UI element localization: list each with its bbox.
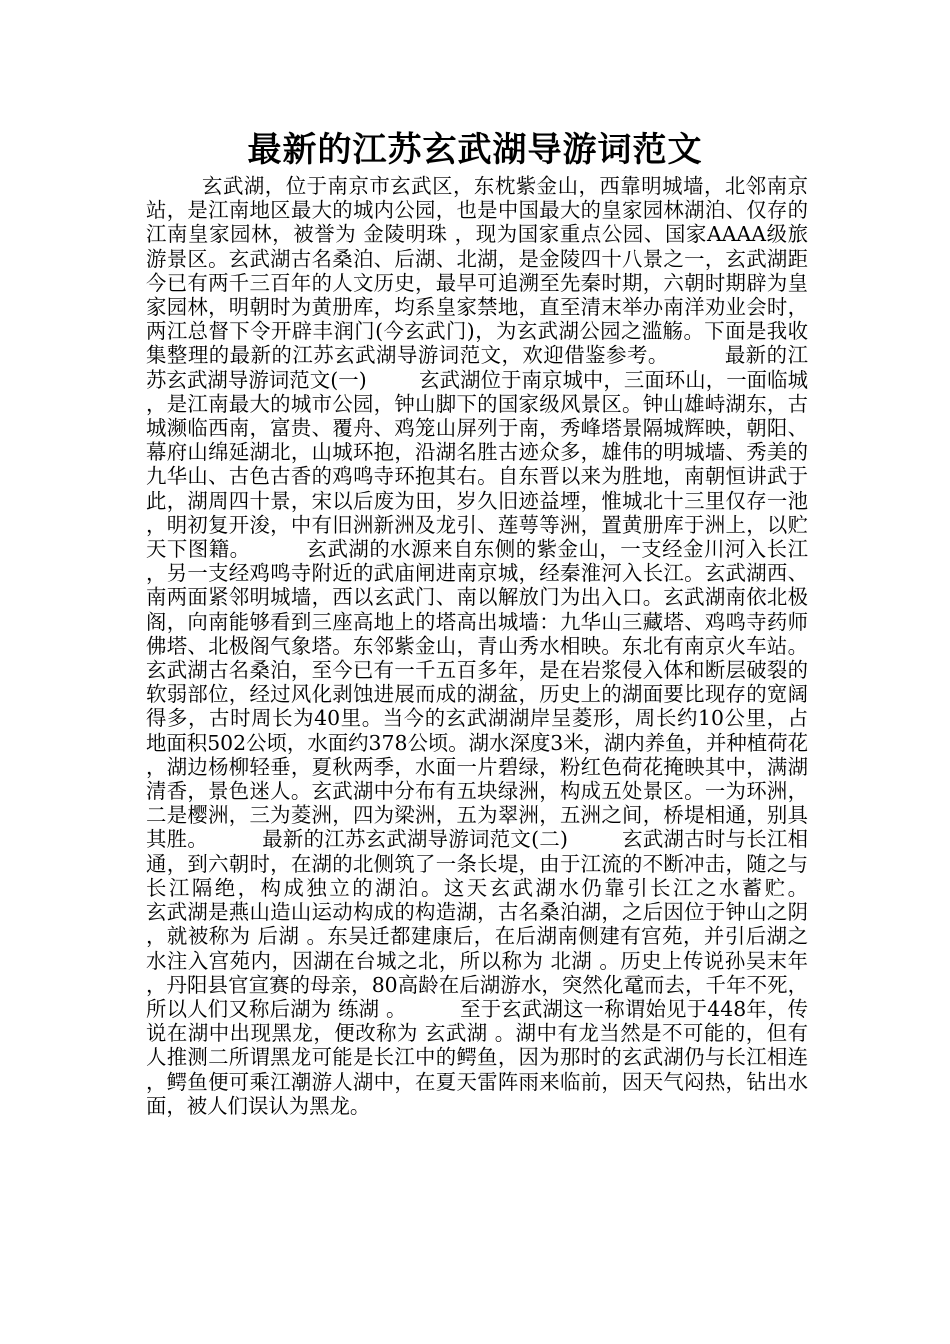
document-title: 最新的江苏玄武湖导游词范文	[247, 130, 703, 170]
document-body-text: 玄武湖，位于南京市玄武区，东枕紫金山，西靠明城墙，北邻南京站，是江南地区最大的城内公园，也是中国最大的皇家园林湖泊、仅存的江南皇家园林，被誉为 金陵明珠 ，现为国家重点公园、国家AAAA级旅游景区。玄武湖古名桑泊、后湖、北湖，是金陵四十八景之一，玄武湖距今已有两千三百年的人文历史，最早可追溯至先秦时期，六朝时期辟为皇家园林，明朝时为黄册库，均系皇家禁地，直至清末举办南洋劝业会时，两江总督下令开辟丰润门(今玄武门)，为玄武湖公园之滥觞。下面是我收集整理的最新的江苏玄武湖导游词范文，欢迎借鉴参考。 最新的江苏玄武湖导游词范文(一) 玄武湖位于南京城中，三面环山，一面临城，是江南最大的城市公园，钟山脚下的国家级风景区。钟山雄峙湖东，古城濒临西南，富贵、覆舟、鸡笼山屏列于南，秀峰塔景隔城辉映，朝阳、幕府山绵延湖北，山城环抱，沿湖名胜古迹众多，雄伟的明城墙、秀美的九华山、古色古香的鸡鸣寺环抱其右。自东晋以来为胜地，南朝恒讲武于此，湖周四十景，宋以后废为田，岁久旧迹益堙，惟城北十三里仅存一池，明初复开浚，中有旧洲新洲及龙引、莲萼等洲，置黄册库于洲上，以贮天下图籍。 玄武湖的水源来自东侧的紫金山，一支经金川河入长江，另一支经鸡鸣寺附近的武庙闸进南京城，经秦淮河入长江。玄武湖西、南两面紧邻明城墙，西以玄武门、南以解放门为出入口。玄武湖南依北极阁，向南能够看到三座高地上的塔高出城墙：九华山三藏塔、鸡鸣寺药师佛塔、北极阁气象塔。东邻紫金山，青山秀水相映。东北有南京火车站。 玄武湖古名桑泊，至今已有一千五百多年，是在岩浆侵入体和断层破裂的软弱部位，经过风化剥蚀进展而成的湖盆，历史上的湖面要比现存的宽阔得多，古时周长为40里。当今的玄武湖湖岸呈菱形，周长约10公里，占地面积502公顷，水面约378公顷。湖水深度3米，湖内养鱼，并种植荷花，湖边杨柳轻垂，夏秋两季，水面一片碧绿，粉红色荷花掩映其中，满湖清香，景色迷人。玄武湖中分布有五块绿洲，构成五处景区。一为环洲，二是樱洲，三为菱洲，四为梁洲，五为翠洲，五洲之间，桥堤相通，别具其胜。 最新的江苏玄武湖导游词范文(二) 玄武湖古时与长江相通，到六朝时，在湖的北侧筑了一条长堤，由于江流的不断冲击，随之与长江隔绝，构成独立的湖泊。这天玄武湖水仍靠引长江之水蓄贮。 玄武湖是燕山造山运动构成的构造湖，古名桑泊湖，之后因位于钟山之阴，就被称为 后湖 。东吴迁都建康后，在后湖南侧建有宫苑，并引后湖之水注入宫苑内，因湖在台城之北，所以称为 北湖 。历史上传说孙吴末年，丹阳县官宣赛的母亲，80高龄在后湖游水，突然化鼋而去，千年不死，所以人们又称后湖为 练湖 。 至于玄武湖这一称谓始见于448年，传说在湖中出现黑龙，便改称为 玄武湖 。湖中有龙当然是不可能的，但有人推测二所谓黑龙可能是长江中的鳄鱼，因为那时的玄武湖仍与长江相连，鳄鱼便可乘江潮游人湖中，在夏天雷阵雨来临前，因天气闷热，钻出水面，被人们误认为黑龙。	[146, 174, 860, 1118]
